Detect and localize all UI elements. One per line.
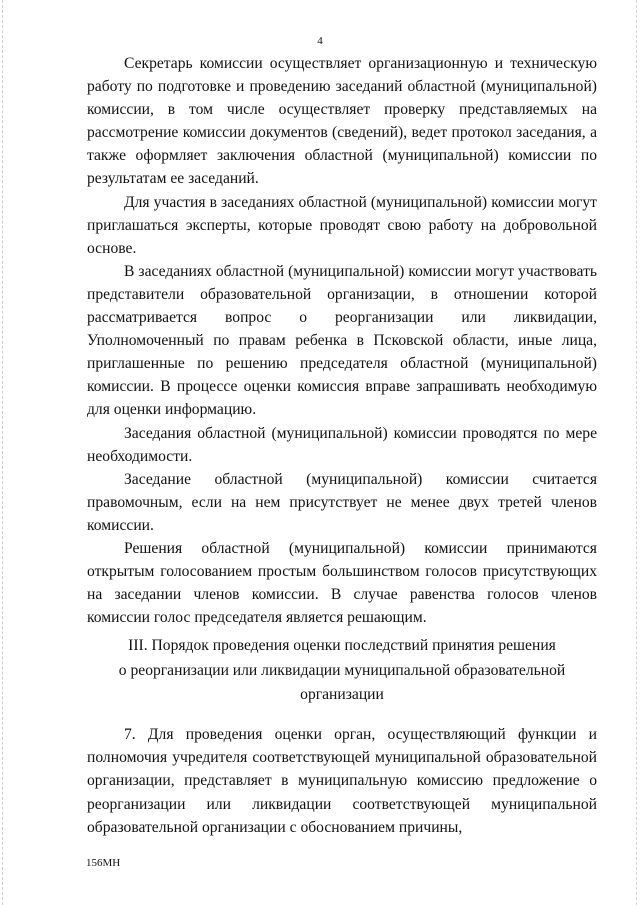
body-text-block — [87, 52, 597, 629]
paragraph-decisions: Решения областной (муниципальной) комиссии принимаются открытым голосованием простым большинством голосов присутствующих на заседании членов комиссии. В случае равенства голосов членов комиссии голос председателя является решающим. — [87, 539, 597, 627]
section-heading-line-3: организации — [300, 686, 384, 703]
paragraph-quorum: Заседание областной (муниципальной) комиссии считается правомочным, если на нем присутствует не менее двух третей членов комиссии. — [87, 470, 597, 534]
paragraph-experts: Для участия в заседаниях областной (муниципальной) комиссии могут приглашаться эксперты, которые проводят свою работу на добровольной основе. — [87, 193, 597, 257]
scan-edge-left — [2, 0, 4, 905]
paragraph-secretary: Секретарь комиссии осуществляет организационную и техническую работу по подготовке и проведению заседаний областной (муниципальной) комиссии, в том числе осуществляет проверку представляемых на рассмотрение комиссии документов (сведений), ведет протокол заседания, а также оформляет заключения областной (муниципальной) комиссии по результатам ее заседаний. — [87, 55, 597, 188]
document-code: 156МН — [86, 857, 121, 869]
section-heading-line-1: III. Порядок проведения оценки последствий принятия решения — [128, 637, 556, 654]
paragraph-participants: В заседаниях областной (муниципальной) комиссии могут участвовать представители образовательной организации, в отношении которой рассматривается вопрос о реорганизации или ликвидации, Уполномоченный по правам ребенка в Псковской области, иные лица, приглашенные по решению председателя областной (муниципальной) комиссии. В процессе оценки комиссия вправе запрашивать необходимую для оценки информацию. — [87, 262, 597, 419]
section-body-text — [87, 723, 597, 839]
section-heading-line-2: о реорганизации или ликвидации муниципальной образовательной — [118, 661, 566, 679]
paragraph-item-7: 7. Для проведения оценки орган, осуществляющий функции и полномочия учредителя соответствующей муниципальной образовательной организации, представляет в муниципальную комиссию предложение о реорганизации или ликвидации соответствующей муниципальной образовательной организации с обоснованием причины, — [87, 726, 597, 836]
page-number: 4 — [317, 35, 323, 47]
paragraph-meetings: Заседания областной (муниципальной) комиссии проводятся по мере необходимости. — [87, 424, 597, 465]
scan-edge-right — [636, 0, 638, 905]
section-heading — [87, 634, 597, 708]
